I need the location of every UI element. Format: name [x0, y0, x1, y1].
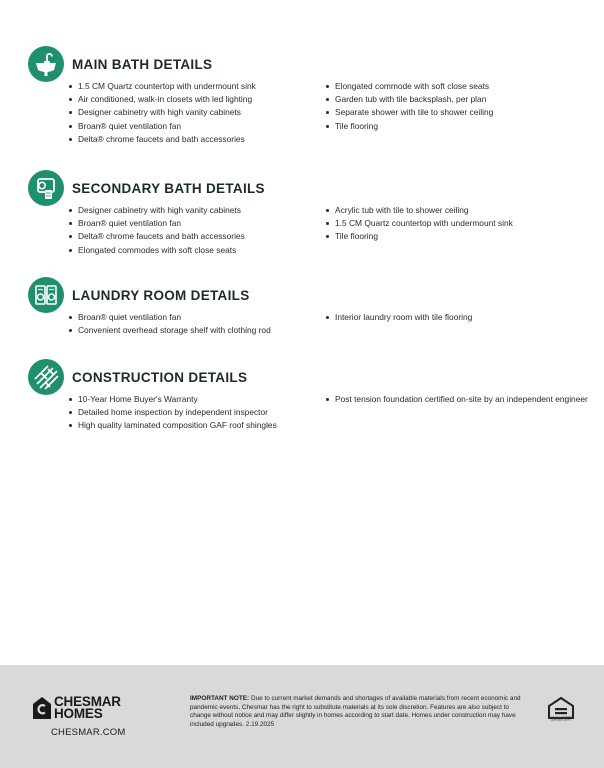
section-construction	[28, 359, 588, 439]
list-item: Elongated commodes with soft close seats	[69, 244, 319, 257]
feature-list-left	[69, 311, 319, 337]
list-item: Broan® quiet ventilation fan	[69, 311, 319, 324]
section-title: CONSTRUCTION DETAILS	[72, 370, 248, 385]
list-item: Broan® quiet ventilation fan	[69, 217, 319, 230]
washer-dryer-icon	[28, 277, 64, 313]
list-item: Tile flooring	[326, 120, 588, 133]
important-note	[190, 695, 525, 729]
list-item: Separate shower with tile to shower ceiling	[326, 106, 588, 119]
note-text: Due to current market demands and shortages of available materials from recent economic and pandemic events, Chesmar has the right to substitute materials at its sole discretion. Features are also subject to change without notice and may differ slightly in homes according to start date. Homes under construction may have included upgrades. 2.19.2025	[190, 695, 521, 728]
section-main-bath	[28, 46, 588, 156]
list-item: Designer cabinetry with high vanity cabinets	[69, 106, 319, 119]
website-link[interactable]: CHESMAR.COM	[51, 727, 126, 738]
list-item: Designer cabinetry with high vanity cabinets	[69, 204, 319, 217]
list-item: 10-Year Home Buyer's Warranty	[69, 393, 319, 406]
feature-list-left	[69, 80, 319, 146]
list-item: Delta® chrome faucets and bath accessories	[69, 133, 319, 146]
list-item: Air conditioned, walk-in closets with led lighting	[69, 93, 319, 106]
list-item: Broan® quiet ventilation fan	[69, 120, 319, 133]
feature-list-left	[69, 204, 319, 257]
section-secondary-bath	[28, 170, 588, 270]
section-laundry-room	[28, 277, 588, 347]
list-item: Garden tub with tile backsplash, per plan	[326, 93, 588, 106]
list-item: 1.5 CM Quartz countertop with undermount sink	[326, 217, 588, 230]
list-item: Interior laundry room with tile flooring	[326, 311, 588, 324]
toilet-paper-icon	[28, 170, 64, 206]
list-item: Tile flooring	[326, 230, 588, 243]
list-item: 1.5 CM Quartz countertop with undermount sink	[69, 80, 319, 93]
section-title: LAUNDRY ROOM DETAILS	[72, 288, 250, 303]
sink-icon	[28, 46, 64, 82]
feature-list-right	[326, 80, 588, 133]
list-item: Detailed home inspection by independent inspector	[69, 406, 319, 419]
feature-list-right	[326, 393, 588, 406]
brick-wall-icon	[28, 359, 64, 395]
house-logo-icon	[32, 696, 52, 720]
equal-housing-caption: EQUAL HOUSING OPPORTUNITY	[549, 715, 573, 722]
list-item: Post tension foundation certified on-site by an independent engineer	[326, 393, 588, 406]
feature-list-left	[69, 393, 319, 433]
logo-text-line2: HOMES	[54, 706, 103, 721]
feature-list-right	[326, 204, 588, 244]
feature-list-right	[326, 311, 588, 324]
list-item: Acrylic tub with tile to shower ceiling	[326, 204, 588, 217]
list-item: Elongated commode with soft close seats	[326, 80, 588, 93]
chesmar-logo[interactable]	[32, 695, 152, 740]
section-title: MAIN BATH DETAILS	[72, 57, 213, 72]
list-item: High quality laminated composition GAF roof shingles	[69, 419, 319, 432]
list-item: Delta® chrome faucets and bath accessories	[69, 230, 319, 243]
logo-text-line1: CHESMAR	[54, 694, 121, 709]
list-item: Convenient overhead storage shelf with clothing rod	[69, 324, 319, 337]
footer	[0, 665, 604, 768]
note-label: IMPORTANT NOTE:	[190, 695, 250, 702]
section-title: SECONDARY BATH DETAILS	[72, 181, 265, 196]
